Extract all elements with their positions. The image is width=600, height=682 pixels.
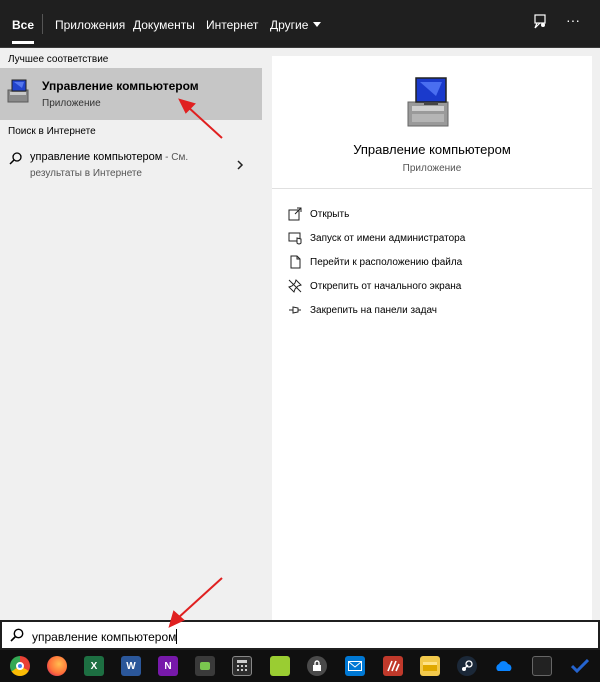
app-preview-card	[272, 56, 592, 188]
preview-subtitle: Приложение	[402, 163, 462, 174]
web-search-result[interactable]	[0, 148, 262, 188]
web-result-suffix: - См.	[162, 152, 189, 163]
taskbar	[0, 650, 600, 682]
todo-icon[interactable]	[570, 656, 590, 676]
winrar-icon[interactable]	[383, 656, 403, 676]
web-result-line1	[30, 151, 188, 163]
web-result-line2: результаты в Интернете	[30, 168, 142, 179]
tab-documents[interactable]: Документы	[133, 18, 195, 32]
search-input[interactable]	[0, 620, 600, 650]
file-location-icon	[288, 255, 302, 269]
tab-more[interactable]	[270, 0, 321, 48]
excel-icon[interactable]: X	[84, 656, 104, 676]
action-open-label: Открыть	[310, 209, 350, 220]
notepad-icon[interactable]	[270, 656, 290, 676]
dark-app-icon[interactable]	[532, 656, 552, 676]
onedrive-icon[interactable]	[494, 656, 514, 676]
search-query-text: управление компьютером	[32, 630, 177, 644]
action-file-location-label: Перейти к расположению файла	[310, 257, 463, 268]
best-match-title: Управление компьютером	[42, 79, 199, 93]
run-as-admin-icon	[288, 231, 302, 245]
unpin-start-icon	[288, 279, 302, 293]
open-icon	[288, 207, 302, 221]
preview-panel	[264, 48, 600, 620]
chevron-down-icon	[313, 22, 321, 27]
tab-more-label: Другие	[270, 18, 309, 32]
preview-title: Управление компьютером	[353, 142, 511, 157]
mail-icon[interactable]	[345, 656, 365, 676]
steam-icon[interactable]	[457, 656, 477, 676]
text-cursor	[176, 629, 177, 644]
chevron-right-icon[interactable]	[236, 158, 244, 174]
more-options-icon[interactable]: ···	[566, 12, 580, 28]
search-icon	[9, 152, 22, 165]
tab-internet[interactable]: Интернет	[206, 18, 259, 32]
web-search-header: Поиск в Интернете	[8, 126, 96, 137]
camera-app-icon[interactable]	[195, 656, 215, 676]
computer-management-large-icon	[402, 74, 460, 132]
actions-list	[272, 188, 592, 620]
firefox-icon[interactable]	[47, 656, 67, 676]
computer-management-icon	[6, 78, 32, 104]
action-unpin-start-label: Открепить от начального экрана	[310, 281, 462, 292]
action-run-as-admin-label: Запуск от имени администратора	[310, 233, 466, 244]
best-match-subtitle: Приложение	[42, 98, 101, 109]
best-match-item[interactable]	[0, 68, 262, 120]
keepass-icon[interactable]	[307, 656, 327, 676]
action-pin-taskbar-label: Закрепить на панели задач	[310, 305, 437, 316]
search-icon	[10, 628, 24, 642]
feedback-icon[interactable]	[534, 14, 548, 33]
pin-taskbar-icon	[288, 303, 302, 317]
file-explorer-icon[interactable]	[420, 656, 440, 676]
results-panel	[0, 48, 264, 620]
search-query	[32, 629, 177, 644]
tab-all[interactable]: Все	[12, 0, 34, 48]
word-icon[interactable]: W	[121, 656, 141, 676]
best-match-header: Лучшее соответствие	[8, 54, 109, 65]
tab-apps[interactable]: Приложения	[55, 18, 126, 32]
search-filter-bar	[0, 0, 600, 48]
web-result-query: управление компьютером	[30, 151, 163, 163]
tab-divider	[42, 14, 43, 34]
onenote-icon[interactable]: N	[158, 656, 178, 676]
calculator-icon[interactable]	[232, 656, 252, 676]
chrome-icon[interactable]	[10, 656, 30, 676]
